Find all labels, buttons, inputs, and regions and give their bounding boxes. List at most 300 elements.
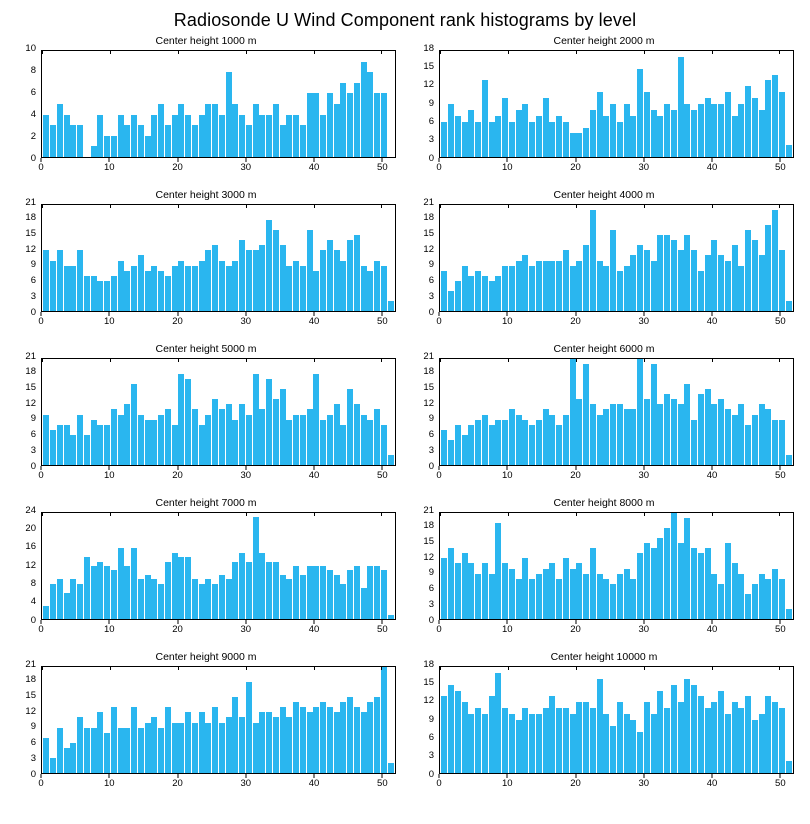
bar: [529, 122, 535, 157]
y-tick-label: 0: [428, 306, 434, 318]
bar: [516, 720, 522, 773]
bar: [718, 584, 724, 619]
bar: [583, 702, 589, 773]
bar: [657, 691, 663, 773]
bar: [354, 235, 360, 311]
x-tick-top: [178, 666, 179, 670]
bar: [441, 122, 447, 157]
bar: [340, 425, 346, 465]
y-tick-label: 9: [30, 721, 36, 733]
chart-grid: [0, 31, 810, 799]
bar-series: [440, 205, 793, 311]
plot-area: [412, 350, 796, 488]
bar: [185, 266, 191, 311]
x-tick-top: [314, 50, 315, 54]
bar: [199, 115, 205, 157]
bar: [590, 110, 596, 157]
x-tick-top: [440, 204, 441, 208]
x-tick-top: [381, 666, 382, 670]
y-tick-label: 6: [30, 429, 36, 441]
x-tick-top: [110, 50, 111, 54]
bar: [205, 579, 211, 619]
x-tick-top: [712, 50, 713, 54]
bar: [212, 104, 218, 157]
bar: [246, 682, 252, 773]
bar: [199, 584, 205, 619]
bar: [786, 301, 792, 311]
bar: [651, 364, 657, 465]
bar: [509, 409, 515, 465]
plot-box: [439, 204, 794, 312]
bar: [77, 415, 83, 465]
bar: [759, 255, 765, 311]
bar: [286, 579, 292, 619]
x-tick-label: 50: [377, 624, 388, 635]
x-tick-label: 10: [501, 162, 513, 173]
bar: [334, 712, 340, 773]
bar: [738, 104, 744, 157]
y-tick-label: 3: [428, 444, 434, 456]
chart-panel: [412, 35, 796, 183]
x-tick-label: 20: [172, 316, 183, 327]
bar: [684, 679, 690, 773]
bar: [468, 110, 474, 157]
bar: [50, 430, 56, 465]
bar: [77, 250, 83, 311]
bar: [131, 266, 137, 311]
bar: [111, 707, 117, 773]
bar: [185, 379, 191, 465]
y-tick-label: 9: [30, 259, 36, 271]
bar: [205, 104, 211, 157]
bar: [246, 250, 252, 311]
bar: [678, 404, 684, 465]
bar: [590, 404, 596, 465]
bar: [556, 425, 562, 465]
bar: [759, 714, 765, 773]
y-tick-label: 0: [428, 768, 434, 780]
x-tick-label: 10: [103, 162, 115, 173]
bar: [468, 714, 474, 773]
bar: [617, 122, 623, 157]
y-tick-label: 18: [423, 520, 434, 532]
bar: [266, 115, 272, 157]
bar: [671, 513, 677, 619]
bar: [698, 696, 704, 773]
x-tick-label: 0: [38, 778, 44, 789]
bar: [212, 584, 218, 619]
bar: [381, 667, 387, 773]
bar: [644, 702, 650, 773]
y-tick-label: 20: [25, 522, 36, 534]
y-axis: [14, 196, 40, 318]
bar: [91, 276, 97, 311]
bar: [158, 104, 164, 157]
x-tick-label: 10: [501, 316, 513, 327]
bar: [354, 707, 360, 773]
bar: [516, 110, 522, 157]
bar: [91, 728, 97, 773]
bar: [151, 717, 157, 773]
bar: [138, 125, 144, 157]
bar: [124, 125, 130, 157]
y-tick-label: 16: [25, 541, 36, 553]
panel-title: Center height 3000 m: [155, 189, 257, 201]
x-tick-top: [381, 204, 382, 208]
bar: [178, 557, 184, 619]
bar: [293, 702, 299, 773]
bar: [347, 240, 353, 311]
bar: [556, 708, 562, 773]
bar: [441, 558, 447, 619]
x-tick-label: 10: [501, 778, 513, 789]
bar: [158, 415, 164, 465]
bar: [651, 548, 657, 619]
bar: [448, 440, 454, 465]
bar: [644, 543, 650, 619]
bar: [543, 409, 549, 465]
bar: [630, 409, 636, 465]
bar: [684, 518, 690, 619]
bar-series: [42, 205, 395, 311]
bar: [165, 276, 171, 311]
x-tick-top: [440, 50, 441, 54]
bar: [759, 404, 765, 465]
bar: [226, 72, 232, 157]
bar: [455, 116, 461, 157]
bar: [131, 707, 137, 773]
x-tick-top: [110, 204, 111, 208]
bar: [711, 404, 717, 465]
bar: [205, 415, 211, 465]
y-tick-label: 0: [30, 768, 36, 780]
bar: [57, 579, 63, 619]
x-tick-top: [178, 204, 179, 208]
x-tick-label: 30: [240, 778, 252, 789]
bar: [280, 389, 286, 465]
x-axis: [436, 466, 794, 488]
x-tick-label: 0: [38, 162, 44, 173]
bar: [219, 409, 225, 465]
x-tick-label: 20: [570, 778, 581, 789]
bar: [64, 748, 70, 773]
bar: [158, 584, 164, 619]
bar: [718, 255, 724, 311]
x-tick-top: [644, 204, 645, 208]
bar: [441, 696, 447, 773]
y-tick-label: 6: [428, 429, 434, 441]
bar: [307, 409, 313, 465]
x-tick-label: 40: [706, 316, 718, 327]
y-tick-label: 12: [25, 559, 36, 571]
x-tick-label: 0: [436, 316, 442, 327]
bar: [590, 210, 596, 311]
bar: [570, 714, 576, 773]
panel-title: Center height 5000 m: [155, 343, 257, 355]
bar: [502, 563, 508, 619]
bar: [732, 563, 738, 619]
bar: [367, 420, 373, 465]
bar: [448, 548, 454, 619]
bar: [361, 415, 367, 465]
bar: [462, 435, 468, 465]
x-tick-label: 50: [377, 470, 388, 481]
bar: [657, 235, 663, 311]
bar: [232, 697, 238, 773]
panel-title: Center height 1000 m: [155, 35, 257, 47]
bar: [705, 255, 711, 311]
y-tick-label: 18: [423, 212, 434, 224]
x-tick-top: [779, 666, 780, 670]
y-tick-label: 12: [423, 243, 434, 255]
bar: [475, 574, 481, 619]
bar: [482, 415, 488, 465]
bar: [570, 359, 576, 465]
bar: [752, 98, 758, 157]
bar: [657, 404, 663, 465]
x-tick-top: [178, 50, 179, 54]
bar: [529, 266, 535, 311]
bar: [327, 570, 333, 619]
bar: [705, 708, 711, 773]
bar: [759, 110, 765, 157]
x-tick-label: 30: [638, 316, 650, 327]
chart-panel: [14, 651, 398, 799]
bar: [361, 712, 367, 773]
bar: [374, 566, 380, 619]
bar: [576, 399, 582, 465]
bar: [509, 569, 515, 619]
bar: [185, 712, 191, 773]
y-tick-label: 21: [25, 350, 36, 362]
x-tick-label: 0: [38, 470, 44, 481]
bar: [104, 136, 110, 157]
x-tick-label: 30: [240, 316, 252, 327]
bar: [732, 245, 738, 311]
bar: [522, 708, 528, 773]
bar: [617, 574, 623, 619]
bar: [131, 115, 137, 157]
x-tick-top: [42, 666, 43, 670]
bar: [97, 115, 103, 157]
x-tick-top: [712, 358, 713, 362]
bar: [158, 728, 164, 773]
bar: [340, 261, 346, 311]
bar: [718, 691, 724, 773]
bar: [468, 276, 474, 311]
x-tick-top: [314, 666, 315, 670]
bar: [489, 696, 495, 773]
bar: [165, 409, 171, 465]
bar: [745, 594, 751, 619]
bar: [610, 104, 616, 157]
y-tick-label: 12: [25, 243, 36, 255]
bar: [151, 579, 157, 619]
x-tick-label: 40: [308, 470, 320, 481]
bar: [293, 566, 299, 619]
y-tick-label: 0: [30, 614, 36, 626]
bar: [226, 717, 232, 773]
bar: [239, 404, 245, 465]
bar: [637, 359, 643, 465]
bar: [50, 758, 56, 773]
bar: [300, 125, 306, 157]
bar: [280, 575, 286, 619]
bar: [334, 575, 340, 619]
bar: [151, 420, 157, 465]
bar: [165, 707, 171, 773]
bar: [70, 579, 76, 619]
bar: [563, 122, 569, 157]
bar: [786, 761, 792, 773]
y-tick-label: 15: [25, 381, 36, 393]
bar: [313, 93, 319, 157]
bar: [529, 425, 535, 465]
y-tick-label: 9: [428, 97, 434, 109]
bar: [563, 415, 569, 465]
x-tick-label: 30: [240, 470, 252, 481]
x-tick-label: 10: [501, 470, 513, 481]
bar: [482, 563, 488, 619]
bar: [489, 425, 495, 465]
bar: [354, 83, 360, 157]
x-tick-top: [110, 358, 111, 362]
y-tick-label: 6: [428, 115, 434, 127]
x-tick-label: 20: [172, 778, 183, 789]
bar: [273, 562, 279, 619]
bar: [91, 566, 97, 619]
bar: [43, 738, 49, 773]
bar: [219, 115, 225, 157]
bar: [711, 104, 717, 157]
y-tick-label: 21: [25, 658, 36, 670]
bar: [502, 420, 508, 465]
bar: [725, 714, 731, 773]
bar: [199, 261, 205, 311]
y-tick-label: 21: [423, 504, 434, 516]
y-tick-label: 18: [423, 658, 434, 670]
bar: [502, 266, 508, 311]
x-tick-top: [246, 204, 247, 208]
x-tick-top: [508, 512, 509, 516]
bar: [212, 707, 218, 773]
bar: [64, 115, 70, 157]
bar: [482, 276, 488, 311]
bar: [259, 245, 265, 311]
bar: [718, 104, 724, 157]
bar: [347, 93, 353, 157]
bar: [502, 708, 508, 773]
bar: [307, 712, 313, 773]
bar: [388, 763, 394, 773]
bar: [705, 98, 711, 157]
bar: [482, 80, 488, 157]
bar: [684, 104, 690, 157]
bar: [495, 523, 501, 619]
x-tick-top: [110, 666, 111, 670]
bar: [340, 702, 346, 773]
x-tick-top: [644, 666, 645, 670]
bar: [219, 261, 225, 311]
x-tick-label: 40: [706, 162, 718, 173]
bar: [118, 261, 124, 311]
x-tick-top: [440, 358, 441, 362]
y-tick-label: 9: [428, 713, 434, 725]
bar: [684, 235, 690, 311]
y-tick-label: 0: [428, 152, 434, 164]
y-tick-label: 0: [30, 306, 36, 318]
x-tick-top: [779, 204, 780, 208]
bar: [603, 409, 609, 465]
y-tick-label: 12: [25, 397, 36, 409]
x-tick-label: 30: [638, 162, 650, 173]
bar: [50, 261, 56, 311]
bar: [118, 728, 124, 773]
x-tick-top: [42, 50, 43, 54]
bar: [145, 723, 151, 773]
plot-box: [41, 512, 396, 620]
y-tick-label: 12: [423, 551, 434, 563]
chart-panel: [14, 189, 398, 337]
y-tick-label: 9: [428, 413, 434, 425]
bar: [489, 574, 495, 619]
bar: [118, 415, 124, 465]
bar: [131, 384, 137, 465]
bar: [151, 266, 157, 311]
bar: [576, 261, 582, 311]
x-tick-label: 50: [775, 316, 786, 327]
y-tick-label: 15: [25, 689, 36, 701]
y-axis: [412, 350, 438, 472]
bar: [657, 116, 663, 157]
y-tick-label: 0: [428, 460, 434, 472]
x-tick-label: 10: [501, 624, 513, 635]
bar: [327, 707, 333, 773]
bar: [637, 245, 643, 311]
bar: [57, 728, 63, 773]
x-tick-top: [779, 358, 780, 362]
bar: [448, 685, 454, 773]
bar: [293, 115, 299, 157]
bar: [104, 281, 110, 311]
bar: [698, 394, 704, 465]
bar: [178, 104, 184, 157]
bar: [374, 93, 380, 157]
x-tick-top: [508, 50, 509, 54]
bar: [651, 261, 657, 311]
y-tick-label: 21: [423, 196, 434, 208]
bar: [570, 569, 576, 619]
bar: [698, 271, 704, 311]
bar: [124, 728, 130, 773]
bar: [752, 720, 758, 773]
bar: [205, 250, 211, 311]
bar: [617, 702, 623, 773]
plot-area: [412, 196, 796, 334]
y-tick-label: 9: [428, 567, 434, 579]
bar: [779, 92, 785, 157]
bar: [610, 404, 616, 465]
bar: [475, 708, 481, 773]
y-tick-label: 15: [423, 676, 434, 688]
y-axis: [14, 504, 40, 626]
bar: [563, 708, 569, 773]
bar: [732, 415, 738, 465]
bar: [97, 281, 103, 311]
bar: [300, 575, 306, 619]
bar: [91, 420, 97, 465]
bar: [280, 125, 286, 157]
